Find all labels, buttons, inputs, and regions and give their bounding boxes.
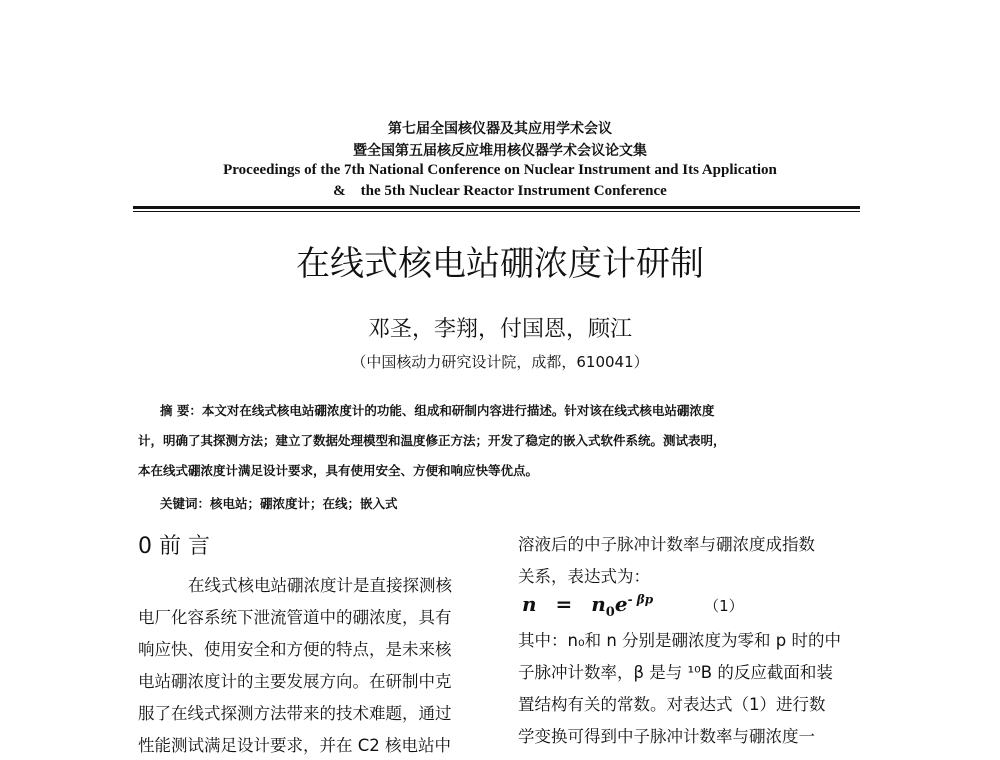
body-line: 其中：n₀和 n 分别是硼浓度为零和 p 时的中: [518, 631, 841, 650]
abstract-line: 本在线式硼浓度计满足设计要求，具有使用安全、方便和响应快等优点。: [138, 463, 539, 478]
body-line: 在线式核电站硼浓度计是直接探测核: [188, 576, 452, 595]
body-line: 学变换可得到中子脉冲计数率与硼浓度一: [518, 727, 815, 746]
body-line: 性能测试满足设计要求，并在 C2 核电站中: [138, 736, 452, 755]
formula-equals: =: [555, 592, 573, 616]
header-cn-line-2: 暨全国第五届核反应堆用核仪器学术会议论文集: [353, 143, 647, 159]
body-line: 电厂化容系统下泄流管道中的硼浓度，具有: [138, 608, 452, 627]
formula-subscript: 0: [605, 605, 615, 620]
header-cn-line-1: 第七届全国核仪器及其应用学术会议: [388, 121, 612, 137]
body-line: 响应快、使用安全和方便的特点，是未来核: [138, 640, 452, 659]
body-line: 关系，表达式为：: [518, 567, 650, 586]
formula-lhs: n: [522, 592, 537, 616]
abstract-line: 计，明确了其探测方法；建立了数据处理模型和温度修正方法；开发了稳定的嵌入式软件系统。测试表明，: [138, 433, 726, 448]
body-line: 电站硼浓度计的主要发展方向。在研制中克: [138, 672, 452, 691]
equation-number: （1）: [704, 597, 744, 615]
header-rule-thin: [133, 211, 860, 212]
paper-title: 在线式核电站硼浓度计研制: [296, 244, 704, 284]
body-line: 溶液后的中子脉冲计数率与硼浓度成指数: [518, 535, 815, 554]
formula-exponent: - βp: [627, 592, 654, 607]
affiliation: （中国核动力研究设计院，成都，610041）: [351, 353, 649, 371]
body-line: 置结构有关的常数。对表达式（1）进行数: [518, 695, 826, 714]
authors: 邓圣，李翔，付国恩，顾江: [367, 317, 632, 342]
header-rule-thick: [133, 206, 860, 209]
equation-1: [522, 592, 744, 620]
body-line: 子脉冲计数率，β 是与 ¹⁰B 的反应截面和装: [518, 663, 833, 682]
keywords: 关键词：核电站；硼浓度计；在线；嵌入式: [160, 496, 398, 511]
formula-base: n: [591, 592, 606, 616]
header-en-line-1: Proceedings of the 7th National Conference on Nuclear Instrument and Its Application: [223, 162, 777, 178]
header-en-line-2: & the 5th Nuclear Reactor Instrument Conference: [333, 183, 667, 199]
formula-e: e: [614, 592, 628, 616]
body-line: 服了在线式探测方法带来的技术难题，通过: [138, 704, 452, 723]
abstract-line: 摘 要：本文对在线式核电站硼浓度计的功能、组成和研制内容进行描述。针对该在线式核电站硼浓度: [160, 403, 715, 418]
section-heading: 0 前 言: [138, 534, 210, 559]
